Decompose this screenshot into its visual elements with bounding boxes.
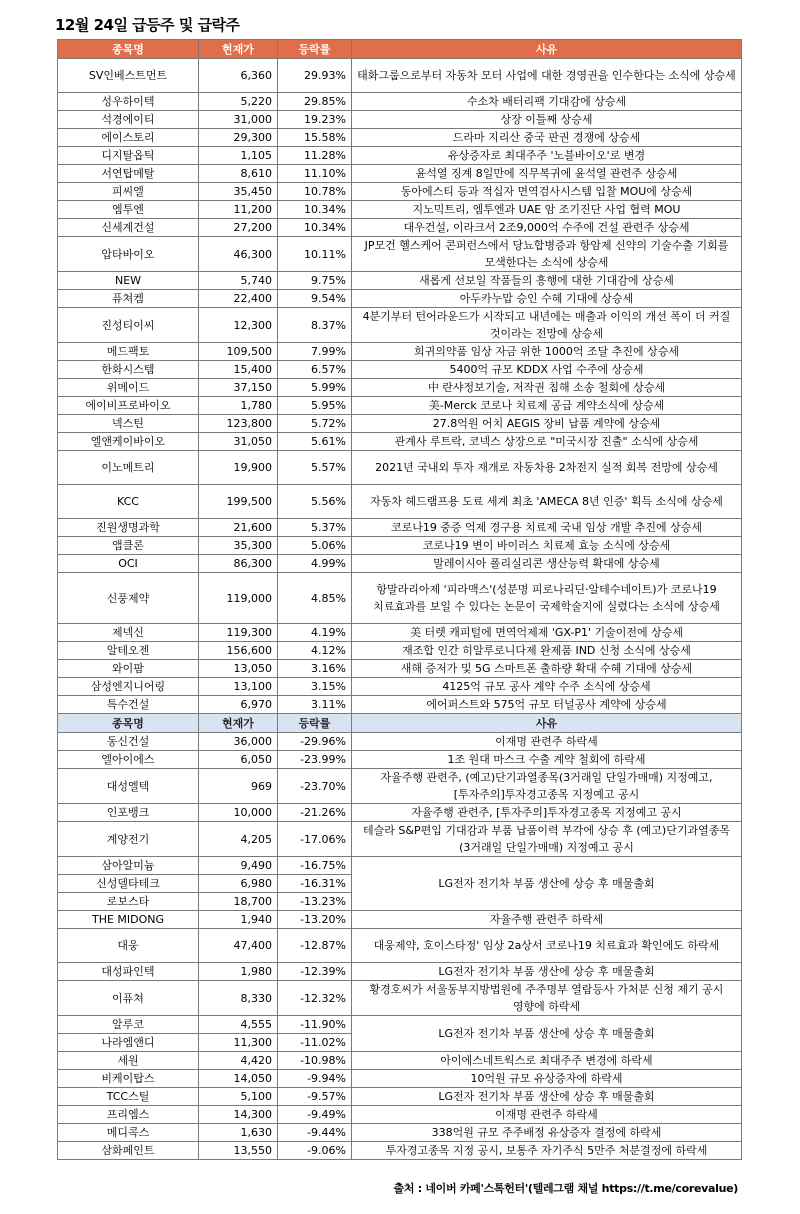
stock-reason: 자율주행 관련주, [투자주의]투자경고종목 지정예고 공시: [352, 804, 742, 822]
stock-reason: LG전자 전기차 부품 생산에 상승 후 매물출회: [352, 857, 742, 911]
gainers-table-body: [58, 59, 742, 714]
stock-name: 로보스타: [58, 893, 199, 911]
stock-reason: 아두카누맙 승인 수혜 기대에 상승세: [352, 290, 742, 308]
stock-name: 인포뱅크: [58, 804, 199, 822]
table-row: [58, 911, 742, 929]
stock-reason: 자동차 헤드램프용 도료 세계 최초 'AMECA 8년 인증' 획득 소식에 상승세: [352, 485, 742, 519]
stock-price: 119,000: [199, 573, 278, 624]
table-row: [58, 822, 742, 857]
stock-rate: -12.32%: [278, 981, 352, 1016]
stock-rate: -9.57%: [278, 1088, 352, 1106]
stock-price: 29,300: [199, 129, 278, 147]
stock-reason: 유상증자로 최대주주 '노블바이오'로 변경: [352, 147, 742, 165]
stock-rate: -21.26%: [278, 804, 352, 822]
stock-price: 19,900: [199, 451, 278, 485]
stock-price: 119,300: [199, 624, 278, 642]
stock-reason: 대우건설, 이라크서 2조9,000억 수주에 건설 관련주 상승세: [352, 219, 742, 237]
stock-reason: 코로나19 변이 바이러스 치료제 효능 소식에 상승세: [352, 537, 742, 555]
gainers-header-row: [58, 40, 742, 59]
stock-rate: 11.28%: [278, 147, 352, 165]
stock-name: 대웅: [58, 929, 199, 963]
stock-reason: 4분기부터 턴어라운드가 시작되고 내년에는 매출과 이익의 개선 폭이 더 커질 것이라는 전망에 상승세: [352, 308, 742, 343]
stock-name: THE MIDONG: [58, 911, 199, 929]
stock-price: 4,555: [199, 1016, 278, 1034]
stock-reason: 상장 이틀째 상승세: [352, 111, 742, 129]
stock-price: 8,330: [199, 981, 278, 1016]
stock-rate: -9.44%: [278, 1124, 352, 1142]
stock-reason: 이재명 관련주 하락세: [352, 733, 742, 751]
stock-rate: 5.37%: [278, 519, 352, 537]
stock-name: 비케이탑스: [58, 1070, 199, 1088]
header-rate: 등락률: [278, 714, 352, 733]
stock-name: 이퓨쳐: [58, 981, 199, 1016]
stock-name: 메드팩토: [58, 343, 199, 361]
stock-reason: 관계사 루트락, 코넥스 상장으로 "미국시장 진출" 소식에 상승세: [352, 433, 742, 451]
stock-rate: -9.94%: [278, 1070, 352, 1088]
stock-price: 10,000: [199, 804, 278, 822]
stock-name: 알루코: [58, 1016, 199, 1034]
stock-table: [57, 39, 742, 1160]
stock-reason: 코로나19 중증 억제 경구용 치료제 국내 임상 개발 추진에 상승세: [352, 519, 742, 537]
table-row: [58, 519, 742, 537]
stock-name: 디지탈옵틱: [58, 147, 199, 165]
stock-name: 압타바이오: [58, 237, 199, 272]
stock-name: 신세계건설: [58, 219, 199, 237]
stock-rate: 29.93%: [278, 59, 352, 93]
stock-name: 삼아알미늄: [58, 857, 199, 875]
stock-rate: 15.58%: [278, 129, 352, 147]
stock-rate: 10.34%: [278, 201, 352, 219]
stock-reason: 美 터렛 캐피털에 면역억제제 'GX-P1' 기술이전에 상승세: [352, 624, 742, 642]
stock-name: 동신건설: [58, 733, 199, 751]
stock-price: 13,550: [199, 1142, 278, 1160]
stock-price: 37,150: [199, 379, 278, 397]
table-row: [58, 147, 742, 165]
stock-price: 47,400: [199, 929, 278, 963]
stock-price: 109,500: [199, 343, 278, 361]
stock-reason: 자율주행 관련주, (예고)단기과열종목(3거래일 단일가매매) 지정예고, [투자주의]투자경고종목 지정예고 공시: [352, 769, 742, 804]
table-row: [58, 361, 742, 379]
stock-reason: 5400억 규모 KDDX 사업 수주에 상승세: [352, 361, 742, 379]
stock-rate: 9.54%: [278, 290, 352, 308]
table-row: [58, 379, 742, 397]
stock-rate: -29.96%: [278, 733, 352, 751]
stock-name: OCI: [58, 555, 199, 573]
header-price: 현재가: [199, 40, 278, 59]
table-row: [58, 857, 742, 875]
stock-price: 15,400: [199, 361, 278, 379]
stock-name: 계양전기: [58, 822, 199, 857]
table-row: [58, 696, 742, 714]
stock-reason: LG전자 전기차 부품 생산에 상승 후 매물출회: [352, 1016, 742, 1052]
stock-rate: 29.85%: [278, 93, 352, 111]
stock-name: 앱클론: [58, 537, 199, 555]
table-row: [58, 219, 742, 237]
stock-name: 대성파인텍: [58, 963, 199, 981]
stock-price: 5,740: [199, 272, 278, 290]
header-name: 종목명: [58, 714, 199, 733]
stock-rate: 5.72%: [278, 415, 352, 433]
stock-name: 삼화페인트: [58, 1142, 199, 1160]
stock-name: 세원: [58, 1052, 199, 1070]
table-row: [58, 769, 742, 804]
stock-reason: 새해 증저가 및 5G 스마트폰 출하량 확대 수혜 기대에 상승세: [352, 660, 742, 678]
stock-name: SV인베스트먼트: [58, 59, 199, 93]
stock-name: KCC: [58, 485, 199, 519]
table-row: [58, 1088, 742, 1106]
stock-rate: 19.23%: [278, 111, 352, 129]
stock-rate: 10.34%: [278, 219, 352, 237]
header-name: 종목명: [58, 40, 199, 59]
stock-reason: 338억원 규모 주주배정 유상증자 결정에 하락세: [352, 1124, 742, 1142]
stock-rate: 7.99%: [278, 343, 352, 361]
table-row: [58, 343, 742, 361]
stock-reason: 中 란샤정보기술, 저작권 침해 소송 철회에 상승세: [352, 379, 742, 397]
stock-price: 36,000: [199, 733, 278, 751]
stock-reason: 10억원 규모 유상증자에 하락세: [352, 1070, 742, 1088]
stock-price: 21,600: [199, 519, 278, 537]
stock-name: 서연탑메탈: [58, 165, 199, 183]
stock-price: 13,100: [199, 678, 278, 696]
stock-price: 1,780: [199, 397, 278, 415]
stock-rate: 10.11%: [278, 237, 352, 272]
stock-reason: 아이에스네트웍스로 최대주주 변경에 하락세: [352, 1052, 742, 1070]
stock-reason: LG전자 전기차 부품 생산에 상승 후 매물출회: [352, 1088, 742, 1106]
stock-reason: 태화그룹으로부터 자동차 모터 사업에 대한 경영권을 인수한다는 소식에 상승세: [352, 59, 742, 93]
stock-name: 한화시스템: [58, 361, 199, 379]
stock-rate: -17.06%: [278, 822, 352, 857]
stock-reason: LG전자 전기차 부품 생산에 상승 후 매물출회: [352, 963, 742, 981]
stock-price: 12,300: [199, 308, 278, 343]
stock-price: 969: [199, 769, 278, 804]
table-row: [58, 1052, 742, 1070]
stock-rate: 3.15%: [278, 678, 352, 696]
table-row: [58, 415, 742, 433]
stock-price: 86,300: [199, 555, 278, 573]
stock-rate: -16.75%: [278, 857, 352, 875]
stock-reason: 대웅제약, 호이스타정' 임상 2a상서 코로나19 치료효과 확인에도 하락세: [352, 929, 742, 963]
stock-rate: 3.11%: [278, 696, 352, 714]
page-title: 12월 24일 급등주 및 급락주: [55, 16, 240, 34]
stock-price: 6,980: [199, 875, 278, 893]
stock-name: 엠투엔: [58, 201, 199, 219]
stock-rate: -16.31%: [278, 875, 352, 893]
stock-reason: 2021년 국내외 투자 재개로 자동차용 2차전지 실적 회복 전망에 상승세: [352, 451, 742, 485]
stock-rate: 4.19%: [278, 624, 352, 642]
table-row: [58, 537, 742, 555]
header-reason: 사유: [352, 40, 742, 59]
table-row: [58, 183, 742, 201]
table-row: [58, 733, 742, 751]
table-row: [58, 59, 742, 93]
stock-price: 6,050: [199, 751, 278, 769]
table-row: [58, 1142, 742, 1160]
stock-name: 엘앤케이바이오: [58, 433, 199, 451]
stock-price: 27,200: [199, 219, 278, 237]
stock-name: 대성엘텍: [58, 769, 199, 804]
stock-reason: 드라마 지리산 중국 판권 경쟁에 상승세: [352, 129, 742, 147]
table-row: [58, 201, 742, 219]
stock-name: 퓨쳐켐: [58, 290, 199, 308]
stock-rate: -12.87%: [278, 929, 352, 963]
table-row: [58, 751, 742, 769]
stock-name: 이노메트리: [58, 451, 199, 485]
stock-name: 에이스토리: [58, 129, 199, 147]
source-note: 출처 : 네이버 카페'스톡헌터'(텔레그램 채널 https://t.me/corevalue): [393, 1182, 738, 1195]
stock-name: 나라엠앤디: [58, 1034, 199, 1052]
table-row: [58, 111, 742, 129]
stock-price: 11,200: [199, 201, 278, 219]
stock-rate: -9.06%: [278, 1142, 352, 1160]
stock-price: 4,205: [199, 822, 278, 857]
stock-rate: 5.57%: [278, 451, 352, 485]
stock-name: TCC스틸: [58, 1088, 199, 1106]
stock-name: 엘아이에스: [58, 751, 199, 769]
stock-rate: -12.39%: [278, 963, 352, 981]
stock-reason: 에어퍼스트와 575억 규모 터널공사 계약에 상승세: [352, 696, 742, 714]
stock-price: 31,050: [199, 433, 278, 451]
table-row: [58, 929, 742, 963]
stock-rate: 5.06%: [278, 537, 352, 555]
stock-price: 31,000: [199, 111, 278, 129]
stock-price: 11,300: [199, 1034, 278, 1052]
table-row: [58, 308, 742, 343]
stock-price: 4,420: [199, 1052, 278, 1070]
stock-name: 메디콕스: [58, 1124, 199, 1142]
stock-rate: 4.99%: [278, 555, 352, 573]
stock-rate: 5.99%: [278, 379, 352, 397]
stock-name: 피씨엘: [58, 183, 199, 201]
table-row: [58, 573, 742, 624]
stock-name: 삼성엔지니어링: [58, 678, 199, 696]
stock-reason: 새롭게 선보일 작품들의 흥행에 대한 기대감에 상승세: [352, 272, 742, 290]
table-row: [58, 290, 742, 308]
stock-rate: 4.85%: [278, 573, 352, 624]
stock-name: NEW: [58, 272, 199, 290]
stock-rate: 11.10%: [278, 165, 352, 183]
stock-rate: 3.16%: [278, 660, 352, 678]
stock-rate: -11.90%: [278, 1016, 352, 1034]
stock-reason: 항말라리아제 '피라맥스'(성분명 피로나리딘·알테수네이트)가 코로나19 치료효과를 보일 수 있다는 논문이 국제학술지에 실렸다는 소식에 상승세: [352, 573, 742, 624]
table-row: [58, 485, 742, 519]
stock-price: 1,105: [199, 147, 278, 165]
stock-name: 프리엠스: [58, 1106, 199, 1124]
stock-price: 9,490: [199, 857, 278, 875]
table-row: [58, 642, 742, 660]
stock-rate: -13.23%: [278, 893, 352, 911]
losers-table-body: [58, 733, 742, 1160]
stock-name: 석경에이티: [58, 111, 199, 129]
table-row: [58, 237, 742, 272]
stock-rate: 6.57%: [278, 361, 352, 379]
stock-reason: 황경호씨가 서울동부지방법원에 주주명부 열람등사 가처분 신청 제기 공시 영향에 하락세: [352, 981, 742, 1016]
stock-reason: 이재명 관련주 하락세: [352, 1106, 742, 1124]
stock-reason: JP모건 헬스케어 콘퍼런스에서 당뇨합병증과 항암제 신약의 기술수출 기회를 모색한다는 소식에 상승세: [352, 237, 742, 272]
header-reason: 사유: [352, 714, 742, 733]
stock-price: 8,610: [199, 165, 278, 183]
stock-rate: -23.70%: [278, 769, 352, 804]
table-row: [58, 397, 742, 415]
stock-price: 18,700: [199, 893, 278, 911]
stock-price: 14,300: [199, 1106, 278, 1124]
stock-price: 1,940: [199, 911, 278, 929]
table-row: [58, 804, 742, 822]
stock-price: 6,360: [199, 59, 278, 93]
table-row: [58, 93, 742, 111]
stock-name: 에이비프로바이오: [58, 397, 199, 415]
stock-reason: 동아에스티 등과 적십자 면역검사시스템 입찰 MOU에 상승세: [352, 183, 742, 201]
header-price: 현재가: [199, 714, 278, 733]
stock-name: 위메이드: [58, 379, 199, 397]
stock-name: 알테오젠: [58, 642, 199, 660]
stock-reason: 재조합 인간 히알루로니다제 완제품 IND 신청 소식에 상승세: [352, 642, 742, 660]
table-row: [58, 272, 742, 290]
stock-price: 156,600: [199, 642, 278, 660]
table-row: [58, 1124, 742, 1142]
stock-reason: 윤석열 징계 8일만에 직무복귀에 윤석열 관련주 상승세: [352, 165, 742, 183]
stock-name: 신풍제약: [58, 573, 199, 624]
header-rate: 등락률: [278, 40, 352, 59]
table-row: [58, 129, 742, 147]
stock-reason: 4125억 규모 공사 계약 수주 소식에 상승세: [352, 678, 742, 696]
table-row: [58, 1106, 742, 1124]
stock-price: 14,050: [199, 1070, 278, 1088]
stock-rate: 9.75%: [278, 272, 352, 290]
stock-reason: 美-Merck 코로나 치료제 공급 계약소식에 상승세: [352, 397, 742, 415]
losers-header-row: [58, 714, 742, 733]
table-row: [58, 1070, 742, 1088]
stock-name: 진원생명과학: [58, 519, 199, 537]
stock-rate: -10.98%: [278, 1052, 352, 1070]
stock-reason: 말레이시아 폴리실리콘 생산능력 확대에 상승세: [352, 555, 742, 573]
stock-name: 진성티이씨: [58, 308, 199, 343]
stock-reason: 지노믹트리, 엠투엔과 UAE 암 조기진단 사업 협력 MOU: [352, 201, 742, 219]
table-row: [58, 451, 742, 485]
stock-price: 1,980: [199, 963, 278, 981]
stock-reason: 자율주행 관련주 하락세: [352, 911, 742, 929]
stock-name: 제넥신: [58, 624, 199, 642]
table-row: [58, 963, 742, 981]
stock-rate: -13.20%: [278, 911, 352, 929]
stock-price: 6,970: [199, 696, 278, 714]
table-row: [58, 660, 742, 678]
table-row: [58, 678, 742, 696]
stock-price: 5,220: [199, 93, 278, 111]
stock-price: 35,450: [199, 183, 278, 201]
stock-price: 199,500: [199, 485, 278, 519]
stock-price: 123,800: [199, 415, 278, 433]
stock-rate: 5.95%: [278, 397, 352, 415]
stock-reason: 테슬라 S&P편입 기대감과 부품 납품이력 부각에 상승 후 (예고)단기과열종목(3거래일 단일가매매) 지정예고 공시: [352, 822, 742, 857]
stock-rate: 5.56%: [278, 485, 352, 519]
stock-reason: 수소차 배터리팩 기대감에 상승세: [352, 93, 742, 111]
stock-price: 35,300: [199, 537, 278, 555]
stock-price: 22,400: [199, 290, 278, 308]
stock-rate: 5.61%: [278, 433, 352, 451]
stock-name: 와이팜: [58, 660, 199, 678]
stock-price: 13,050: [199, 660, 278, 678]
stock-reason: 1조 원대 마스크 수출 계약 철회에 하락세: [352, 751, 742, 769]
table-row: [58, 1016, 742, 1034]
table-row: [58, 165, 742, 183]
stock-rate: -11.02%: [278, 1034, 352, 1052]
table-row: [58, 981, 742, 1016]
stock-reason: 27.8억원 어치 AEGIS 장비 납품 계약에 상승세: [352, 415, 742, 433]
stock-price: 5,100: [199, 1088, 278, 1106]
stock-rate: 8.37%: [278, 308, 352, 343]
stock-rate: -23.99%: [278, 751, 352, 769]
stock-name: 특수건설: [58, 696, 199, 714]
stock-name: 넥스틴: [58, 415, 199, 433]
stock-price: 1,630: [199, 1124, 278, 1142]
stock-rate: 10.78%: [278, 183, 352, 201]
stock-name: 신성델타테크: [58, 875, 199, 893]
stock-reason: 투자경고종목 지정 공시, 보통주 자기주식 5만주 처분결정에 하락세: [352, 1142, 742, 1160]
table-row: [58, 433, 742, 451]
stock-rate: -9.49%: [278, 1106, 352, 1124]
table-row: [58, 555, 742, 573]
stock-reason: 희귀의약품 임상 자금 위한 1000억 조달 추진에 상승세: [352, 343, 742, 361]
table-row: [58, 624, 742, 642]
stock-rate: 4.12%: [278, 642, 352, 660]
stock-name: 성우하이텍: [58, 93, 199, 111]
stock-price: 46,300: [199, 237, 278, 272]
